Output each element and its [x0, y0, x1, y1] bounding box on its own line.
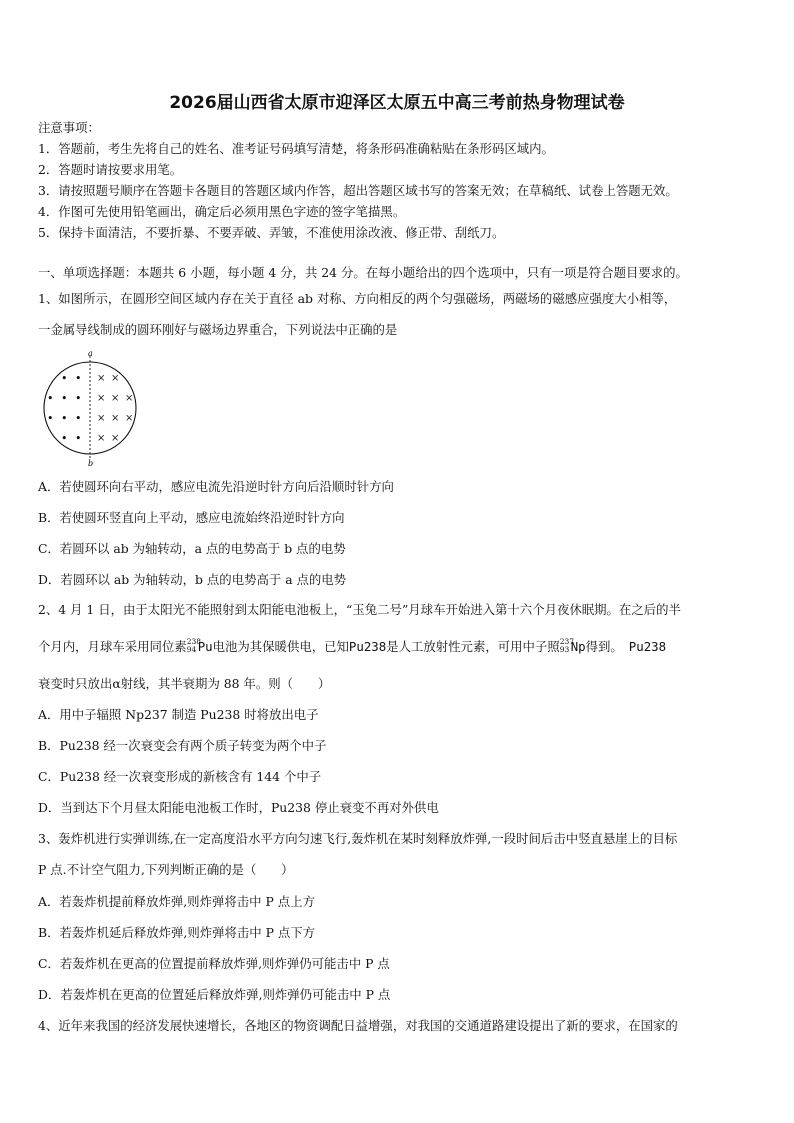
q2-stem-part-c: 是人工放射性元素，可用中子照 [386, 639, 560, 654]
q1-option-d: D．若圆环以 ab 为轴转动，b 点的电势高于 a 点的电势 [38, 572, 347, 587]
field-cross: × [111, 413, 120, 424]
field-dot: • [61, 432, 68, 445]
field-dot: • [61, 372, 68, 385]
field-cross: × [111, 433, 120, 444]
q1-stem-line-2: 一金属导线制成的圆环刚好与磁场边界重合，下列说法中正确的是 [38, 322, 398, 337]
pu-atomic-number: 94 [186, 645, 197, 654]
page-title: 2026届山西省太原市迎泽区太原五中高三考前热身物理试卷 [169, 93, 625, 113]
section-heading: 一、单项选择题：本题共 6 小题，每小题 4 分，共 24 分。在每小题给出的四个选项中，只有一项是符合题目要求的。 [38, 265, 688, 280]
field-cross: × [125, 393, 134, 404]
q1-stem-line-1: 1、如图所示，在圆形空间区域内存在关于直径 ab 对称、方向相反的两个匀强磁场，两磁场的磁感应强度大小相等， [38, 291, 677, 306]
field-cross: × [97, 433, 106, 444]
point-b-label: b [88, 459, 94, 468]
q3-option-b: B．若轰炸机延后释放炸弹,则炸弹将击中 P 点下方 [38, 925, 316, 940]
field-dot: • [75, 432, 82, 445]
field-dot: • [47, 412, 54, 425]
q1-option-b: B．若使圆环竖直向上平动，感应电流始终沿逆时针方向 [38, 510, 345, 525]
q3-option-d: D．若轰炸机在更高的位置延后释放炸弹,则炸弹仍可能击中 P 点 [38, 987, 391, 1002]
q2-option-c: C．Pu238 经一次衰变形成的新核含有 144 个中子 [38, 769, 322, 784]
field-dot: • [75, 412, 82, 425]
pu-mass-number: 238 [186, 637, 202, 646]
np-symbol: Np [570, 639, 586, 654]
np-atomic-number: 93 [559, 645, 570, 654]
field-cross: × [125, 413, 134, 424]
q2-option-a: A．用中子辐照 Np237 制造 Pu238 时将放出电子 [38, 707, 319, 722]
q3-stem-line-1: 3、轰炸机进行实弹训练,在一定高度沿水平方向匀速飞行,轰炸机在某时刻释放炸弹,一段时间后击中竖直悬崖上的目标 [38, 831, 678, 846]
notice-item-1: 1．答题前，考生先将自己的姓名、准考证号码填写清楚，将条形码准确粘贴在条形码区域内。 [38, 141, 554, 156]
field-cross: × [97, 413, 106, 424]
point-a-label: a [88, 349, 93, 358]
notice-item-5: 5．保持卡面清洁，不要折暴、不要弄破、弄皱，不准使用涂改液、修正带、刮纸刀。 [38, 225, 505, 240]
field-cross: × [97, 373, 106, 384]
notice-item-2: 2．答题时请按要求用笔。 [38, 162, 183, 177]
pu-symbol: Pu [197, 639, 213, 654]
pu238-term: Pu238 [348, 639, 387, 654]
q3-stem-line-2: P 点.不计空气阻力,下列判断正确的是（ ） [38, 862, 294, 877]
q4-stem-line-1: 4、近年来我国的经济发展快速增长，各地区的物资调配日益增强，对我国的交通道路建设提出了新的要求，在国家的 [38, 1018, 678, 1033]
field-dot: • [61, 392, 68, 405]
q2-stem-line-3: 衰变时只放出α射线，其半衰期为 88 年。则（ ） [38, 676, 331, 691]
pu-nuclide-numbers [186, 637, 202, 655]
field-dot: • [61, 412, 68, 425]
q2-option-b: B．Pu238 经一次衰变会有两个质子转变为两个中子 [38, 738, 327, 753]
notice-item-4: 4．作图可先使用铅笔画出，确定后必须用黑色字迹的签字笔描黑。 [38, 204, 406, 219]
np-mass-number: 237 [559, 637, 575, 646]
q2-stem-line-2 [38, 639, 666, 655]
q1-option-c: C．若圆环以 ab 为轴转动，a 点的电势高于 b 点的电势 [38, 541, 346, 556]
field-cross: × [111, 373, 120, 384]
q3-option-c: C．若轰炸机在更高的位置提前释放炸弹,则炸弹仍可能击中 P 点 [38, 956, 390, 971]
q2-option-d: D．当到达下个月昼太阳能电池板工作时，Pu238 停止衰变不再对外供电 [38, 800, 439, 815]
field-cross: × [111, 393, 120, 404]
field-cross: × [97, 393, 106, 404]
pu238-term-2: Pu238 [628, 639, 667, 654]
q2-stem-part-d: 得到。 [585, 639, 623, 654]
q2-stem-line-1: 2、4 月 1 日，由于太阳光不能照射到太阳能电池板上，“玉兔二号”月球车开始进入第十六个月夜休眠期。在之后的半 [38, 602, 681, 617]
q2-stem-part-a: 个月内，月球车采用同位素 [38, 639, 187, 654]
q2-stem-part-b: 电池为其保暖供电，已知 [212, 639, 349, 654]
notice-heading: 注意事项： [38, 120, 100, 135]
q1-magnetic-field-figure [38, 348, 146, 468]
field-dot: • [75, 392, 82, 405]
q1-option-a: A．若使圆环向右平动，感应电流先沿逆时针方向后沿顺时针方向 [38, 479, 394, 494]
notice-item-3: 3．请按照题号顺序在答题卡各题目的答题区域内作答，超出答题区域书写的答案无效；在草稿纸、试卷上答题无效。 [38, 183, 678, 198]
field-dot: • [75, 372, 82, 385]
q3-option-a: A．若轰炸机提前释放炸弹,则炸弹将击中 P 点上方 [38, 894, 315, 909]
field-dot: • [47, 392, 54, 405]
np-nuclide-numbers [559, 637, 575, 655]
